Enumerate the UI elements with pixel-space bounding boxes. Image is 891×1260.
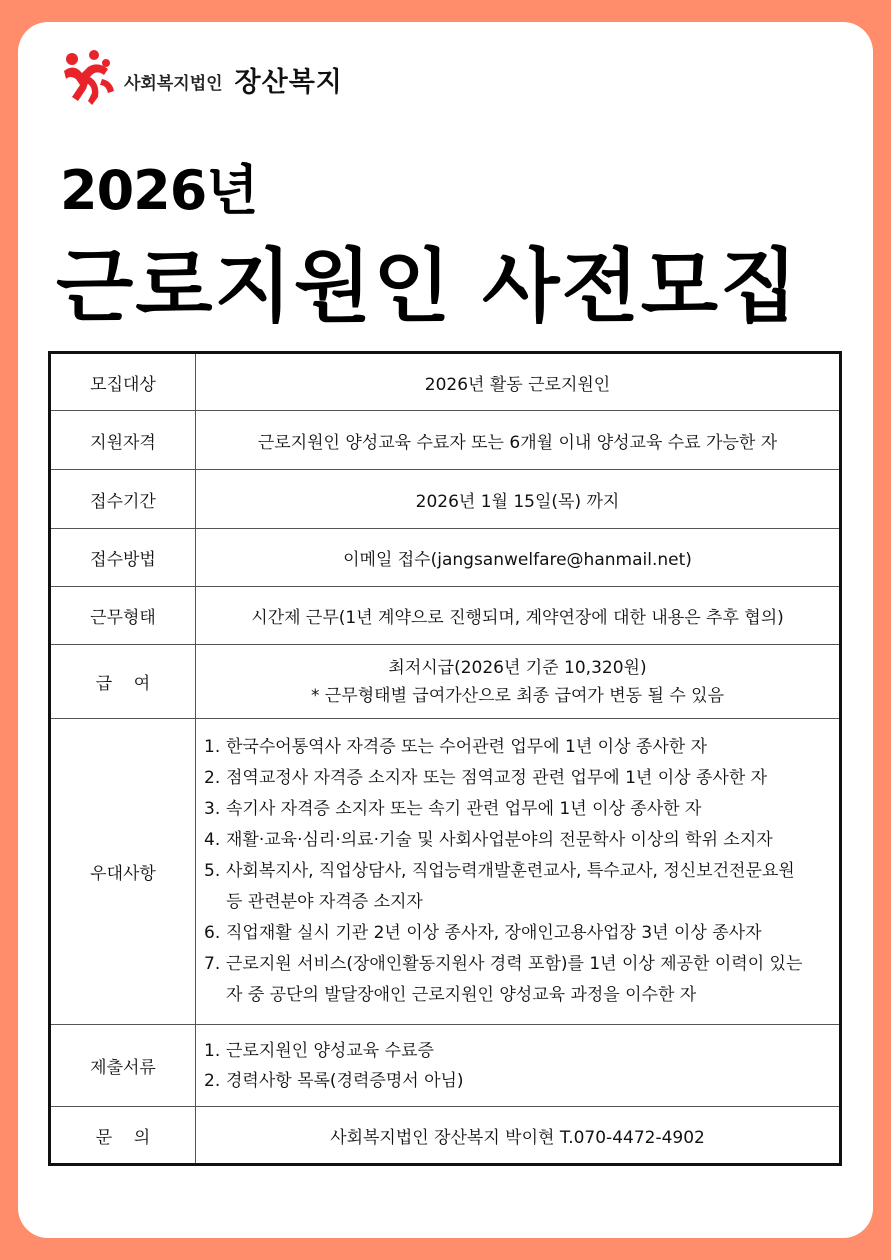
item-text: 근로지원인 양성교육 수료증 [226,1040,434,1061]
item-number: 1. [204,1040,221,1061]
table-row [50,587,841,645]
row-label: 모집대상 [50,353,196,411]
list-item [204,732,839,763]
list-item [204,825,839,856]
item-text: 점역교정사 자격증 소지자 또는 점역교정 관련 업무에 1년 이상 종사한 자 [226,768,768,788]
item-number: 6. [204,923,221,943]
item-number: 3. [204,799,221,819]
preference-list [196,719,841,1025]
item-text-line-2: 자 중 공단의 발달장애인 근로지원인 양성교육 과정을 이수한 자 [226,985,697,1005]
item-text: 한국수어통역사 자격증 또는 수어관련 업무에 1년 이상 종사한 자 [226,737,708,757]
list-item [204,794,839,825]
item-number: 5. [204,861,221,881]
item-number: 4. [204,830,221,850]
item-text: 속기사 자격증 소지자 또는 속기 관련 업무에 1년 이상 종사한 자 [226,799,702,819]
item-number: 2. [204,1070,221,1091]
table-row [50,529,841,587]
row-label: 우대사항 [50,719,196,1025]
logo-org-type: 사회복지법인 [124,73,223,94]
row-label: 문 의 [50,1107,196,1165]
logo-org-name: 장산복지 [234,66,343,98]
row-label: 접수방법 [50,529,196,587]
documents-list [196,1025,841,1107]
item-text [226,856,839,918]
item-text: 재활·교육·심리·의료·기술 및 사회사업분야의 전문학사 이상의 학위 소지자 [226,830,773,850]
row-value: 2026년 활동 근로지원인 [196,353,841,411]
list-item [204,763,839,794]
row-value: 이메일 접수(jangsanwelfare@hanmail.net) [196,529,841,587]
item-text [226,949,839,1011]
dancing-figures-logo-icon [58,49,118,107]
table-row [50,353,841,411]
list-item [204,1036,839,1066]
row-value: 2026년 1월 15일(목) 까지 [196,470,841,529]
row-label: 접수기간 [50,470,196,529]
item-text-line-1: 사회복지사, 직업상담사, 직업능력개발훈련교사, 특수교사, 정신보건전문요원 [226,861,795,881]
recruitment-info-table [48,351,842,1166]
pay-line-1: 최저시급(2026년 기준 10,320원) [388,657,647,678]
row-value: 근로지원인 양성교육 수료자 또는 6개월 이내 양성교육 수료 가능한 자 [196,411,841,470]
table-row [50,470,841,529]
row-label: 급 여 [50,645,196,719]
item-text: 경력사항 목록(경력증명서 아님) [226,1070,464,1091]
contact-value: 사회복지법인 장산복지 박이현 T.070-4472-4902 [196,1107,841,1165]
row-label: 제출서류 [50,1025,196,1107]
table-row-pay [50,645,841,719]
table-row-contact [50,1107,841,1165]
list-item [204,1066,839,1096]
list-item [204,949,839,1011]
item-number: 2. [204,768,221,788]
item-number: 1. [204,737,221,757]
org-logo [58,48,343,108]
table-row-documents [50,1025,841,1107]
row-value [196,645,841,719]
item-text-line-1: 근로지원 서비스(장애인활동지원사 경력 포함)를 1년 이상 제공한 이력이 있는 [226,954,803,974]
page-title: 근로지원인 사전모집 [56,240,800,333]
item-text: 직업재활 실시 기관 2년 이상 종사자, 장애인고용사업장 3년 이상 종사자 [226,923,762,943]
title-year: 2026년 [60,159,258,222]
table-row [50,411,841,470]
item-number: 7. [204,954,221,974]
row-label: 근무형태 [50,587,196,645]
row-value: 시간제 근무(1년 계약으로 진행되며, 계약연장에 대한 내용은 추후 협의) [196,587,841,645]
table-row-preference [50,719,841,1025]
list-item [204,856,839,918]
pay-line-2: * 근무형태별 급여가산으로 최종 급여가 변동 될 수 있음 [310,685,724,706]
item-text-line-2: 등 관련분야 자격증 소지자 [226,892,423,912]
row-label: 지원자격 [50,411,196,470]
list-item [204,918,839,949]
